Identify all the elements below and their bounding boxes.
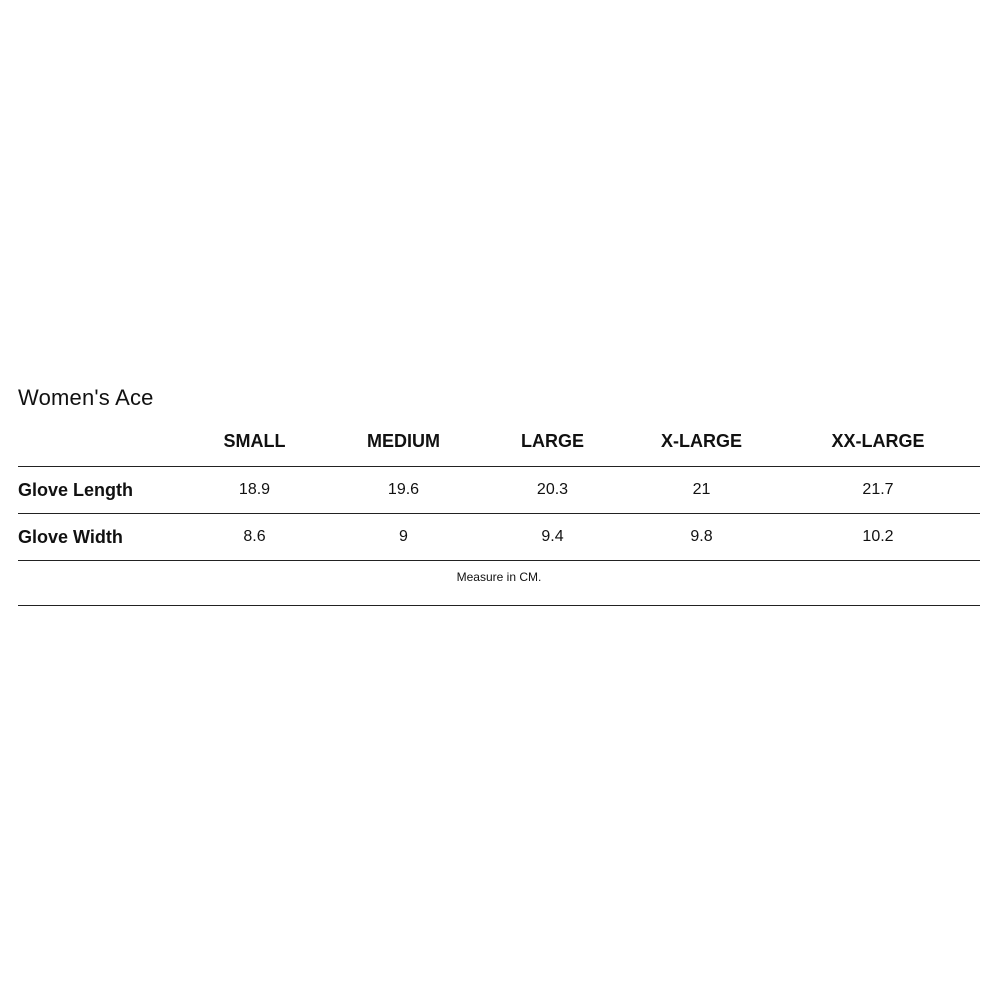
table-cell: 9 bbox=[329, 514, 478, 561]
table-cell: 19.6 bbox=[329, 467, 478, 514]
footnote-row bbox=[18, 561, 980, 606]
table-cell: 9.4 bbox=[478, 514, 627, 561]
column-header-small: SMALL bbox=[180, 416, 329, 467]
row-label: Glove Length bbox=[18, 467, 180, 514]
table-cell: 18.9 bbox=[180, 467, 329, 514]
size-chart bbox=[18, 380, 980, 606]
chart-title: Women's Ace bbox=[18, 385, 154, 410]
column-header-medium: MEDIUM bbox=[329, 416, 478, 467]
column-header-xx-large: XX-LARGE bbox=[776, 416, 980, 467]
header-row bbox=[18, 416, 980, 467]
table-cell: 10.2 bbox=[776, 514, 980, 561]
header-empty-cell bbox=[18, 416, 180, 467]
column-header-large: LARGE bbox=[478, 416, 627, 467]
table-cell: 8.6 bbox=[180, 514, 329, 561]
size-table bbox=[18, 416, 980, 606]
row-label: Glove Width bbox=[18, 514, 180, 561]
table-cell: 20.3 bbox=[478, 467, 627, 514]
column-header-x-large: X-LARGE bbox=[627, 416, 776, 467]
table-cell: 9.8 bbox=[627, 514, 776, 561]
table-cell: 21.7 bbox=[776, 467, 980, 514]
table-row-glove-width bbox=[18, 514, 980, 561]
table-row-glove-length bbox=[18, 467, 980, 514]
footnote: Measure in CM. bbox=[18, 561, 980, 606]
table-cell: 21 bbox=[627, 467, 776, 514]
